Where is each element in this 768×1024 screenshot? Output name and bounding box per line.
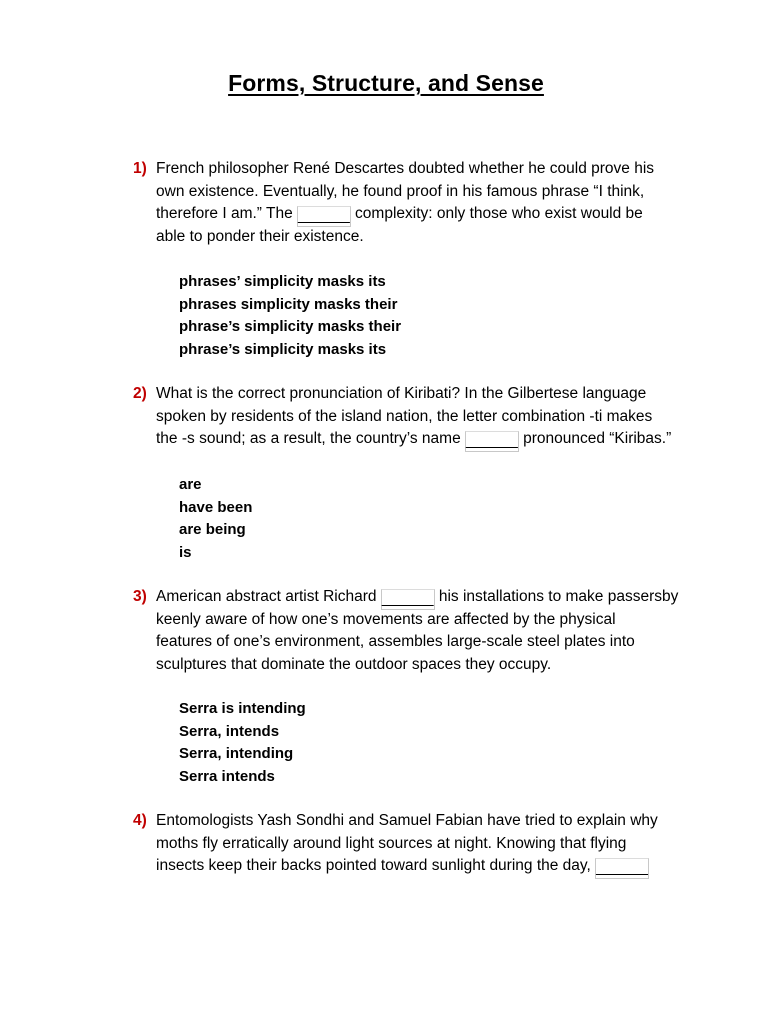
question-line: features of one’s environment, assembles large-scale steel plates into — [156, 633, 635, 651]
question-line: American abstract artist Richard ______ his installations to make passersby — [156, 586, 726, 609]
answer-option[interactable]: have been — [179, 498, 253, 516]
question-text — [156, 383, 726, 451]
page-title: Forms, Structure, and Sense — [228, 70, 544, 96]
question-line: French philosopher René Descartes doubted whether he could prove his — [156, 160, 655, 177]
question-text — [156, 586, 726, 677]
question-number: 2) — [133, 385, 147, 402]
answer-option[interactable]: Serra is intending — [179, 700, 306, 717]
answer-option[interactable]: are — [179, 476, 202, 493]
answer-option[interactable]: Serra, intends — [179, 722, 280, 740]
answer-blank[interactable]: ______ — [595, 858, 649, 879]
answer-option[interactable]: Serra intends — [179, 767, 275, 785]
answer-option[interactable]: phrases’ simplicity masks its — [179, 273, 386, 290]
answer-options-2 — [179, 474, 579, 564]
question-text — [156, 158, 726, 249]
question-text — [156, 810, 726, 878]
answer-option[interactable]: are being — [179, 521, 246, 539]
answer-options-1 — [179, 271, 579, 361]
question-line: keenly aware of how one’s movements are affected by the physical — [156, 610, 616, 628]
answer-blank[interactable]: ______ — [381, 589, 435, 610]
answer-blank[interactable]: ______ — [465, 431, 519, 452]
question-line: therefore I am.” The ______ complexity: only those who exist would be — [156, 203, 726, 226]
answer-blank[interactable]: ______ — [297, 206, 351, 227]
answer-option[interactable]: phrases simplicity masks their — [179, 295, 398, 313]
question-line: own existence. Eventually, he found proof in his famous phrase “I think, — [156, 182, 645, 200]
question-number: 1) — [133, 160, 147, 177]
question-line: the -s sound; as a result, the country’s name ______ pronounced “Kiribas.” — [156, 428, 726, 451]
question-line: moths fly erratically around light sources at night. Knowing that flying — [156, 834, 627, 852]
answer-option[interactable]: Serra, intending — [179, 745, 294, 763]
answer-option[interactable]: phrase’s simplicity masks their — [179, 318, 402, 336]
answer-option[interactable]: is — [179, 543, 192, 561]
question-number: 3) — [133, 588, 147, 605]
question-line: insects keep their backs pointed toward sunlight during the day, ______ — [156, 855, 726, 878]
question-line: spoken by residents of the island nation, the letter combination -ti makes — [156, 407, 653, 425]
answer-options-3 — [179, 698, 579, 788]
answer-option[interactable]: phrase’s simplicity masks its — [179, 340, 387, 358]
question-line: sculptures that dominate the outdoor spaces they occupy. — [156, 656, 552, 674]
question-line: able to ponder their existence. — [156, 228, 364, 246]
question-number: 4) — [133, 812, 147, 829]
question-line: What is the correct pronunciation of Kiribati? In the Gilbertese language — [156, 385, 647, 402]
question-line: Entomologists Yash Sondhi and Samuel Fabian have tried to explain why — [156, 812, 658, 829]
